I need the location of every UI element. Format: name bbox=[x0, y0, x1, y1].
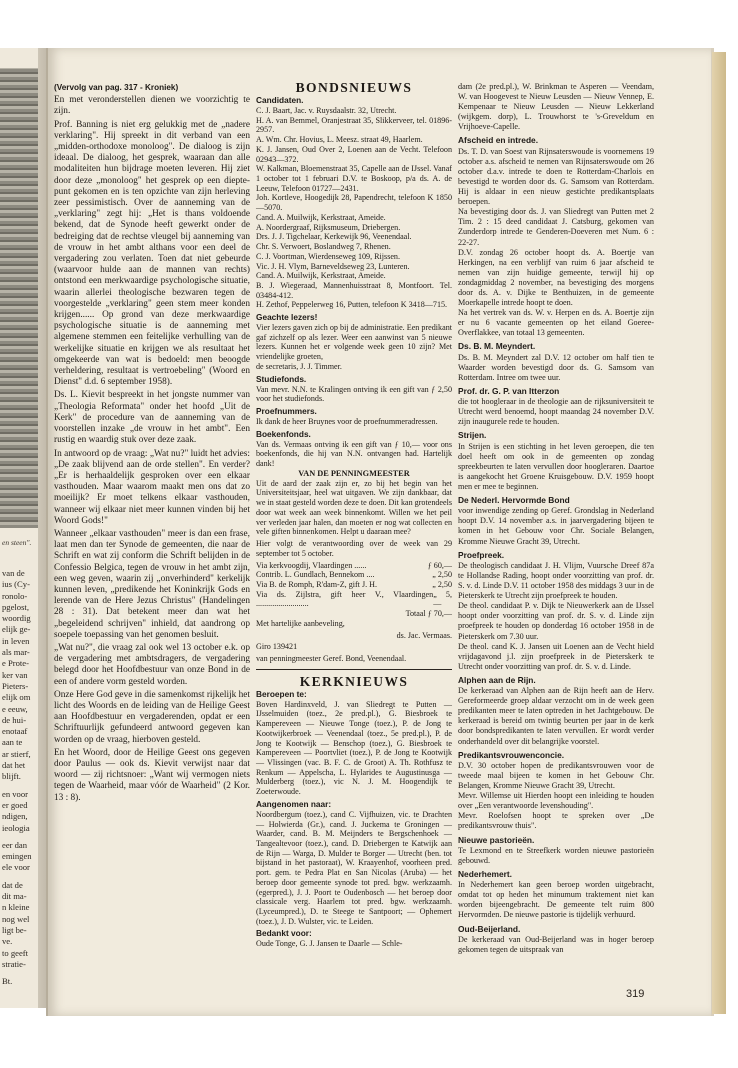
section-heading: Nieuwe pastorieën. bbox=[458, 834, 535, 845]
section-heading: De Nederl. Hervormde Bond bbox=[458, 495, 570, 506]
kerknieuws-column-continued bbox=[458, 82, 654, 955]
left-page-line: er goed bbox=[2, 799, 28, 810]
donation-label: Via ds. Zijlstra, gift heer V., Vlaardingen .......................... bbox=[256, 589, 434, 609]
section-line: Boven Hardinxveld, J. van Sliedregt te Putten — IJsselmuiden (toez., 2e pred.pl.), G. Biesbroek te Kampereveen — Nieuwe Tonge (toez.), P. de Jong te Kootwijkerbroek — Veenendaal (toez., 5e pred.pl.), P. de Jong te Kootwijk — Benschop (toez.), G. Biesbroek te Kampereveen — Poortvliet (toez.), P. de Jong te Kootwijk — Vlissingen (vac. B. F. C. de Groot) A. Th. Rothfusz te Renkum — Appelscha, L. Hylarides te Augustinusga — Mulderberg (toez.), vic N. J. M. Hoogendijk te Zoeterwoude. bbox=[256, 699, 452, 797]
section-line: Ik dank de heer Bruynes voor de proefnummeradressen. bbox=[256, 416, 438, 426]
article-paragraph: Prof. Banning is niet erg gelukkig met de „nadere verklaring". Hij spreekt in dit verband van een „midden-orthodoxe monoloog". De dialoog is zijn ideaal. De dialoog, het gesprek, waaraan dan alle modaliteiten hun bijdrage moeten leveren. Hij ziet door deze „monoloog" het gesprek op een dieptepunt gekomen en is ten opzichte van zijn herleving zeer pessimistisch. Over de aanneming van de „verklaring" zegt hij: „Het is thans voldoende bekend, dat de Synode heeft gewerkt onder de bedreiging dat de rechtse vleugel bij aanneming van de vrouw in het ambt althans voor een deel de vergadering zou verlaten. Toen dat niet gebeurde (waarvoor hulde aan de mannen van rechts) ontstond een merkwaardige psychologische situatie, waarin allerlei theologische bezwaren tegen de voorgestelde „verklaring" geen stem meer konden krijgen...... Op grond van deze merkwaardige psychologische situatie is de aanneming met algemene stemmen een feitelijke verhulling van de werkelijke situatie en krijgen we als resultaat het omgekeerde van wat is bedoeld: men beoogde verheldering, resultaat is vertroebeling" (Woord en Dienst" d.d. 6 september 1958). bbox=[54, 119, 250, 388]
left-page-text bbox=[2, 568, 38, 987]
section-line: De theologisch candidaat J. H. Vlijm, Vuursche Dreef 87a te Hollandse Rading, hoopt onder voorzitting van prof. dr. S. v. d. Linde D.V. 11 october 1958 des middags 3 uur in de Pieterskerk te Utrecht zijn proefpreek te houden. bbox=[458, 560, 654, 601]
left-page-line: ligt be- bbox=[2, 924, 27, 935]
giro-holder: van penningmeester Geref. Bond, Veenendaal. bbox=[256, 653, 407, 663]
article-paragraph: In antwoord op de vraag: „Wat nu?" luidt het advies: „De zaak blijvend aan de orde stellen". En verder? „Er is herhaaldelijk gesproken over een elkaar vasthouden. Maar waarom maakt men ons dat zo moeilijk? Er moet telkens elkaar vasthouden, wanneer wij elkaar niet meer kunnen vinden bij het Woord Gods!" bbox=[54, 448, 250, 526]
section-line: dam (2e pred.pl.), W. Brinkman te Asperen — Veendam, W. van Hoogevest te Nieuw Leusden — Nieuw Vennep, E. Kempenaar te Nieuw Leusden — Nieuw Lekkerland (wijkgem. dorp), L. Trouwhorst te 's-Greveldum en Vrijhoeve-Capelle. bbox=[458, 82, 654, 132]
left-page-line: pgelost, bbox=[2, 601, 29, 612]
left-page-line: en voor bbox=[2, 788, 29, 799]
left-page-line: ronolo- bbox=[2, 590, 28, 601]
article-paragraph: „Wat nu?", die vraag zal ook wel 13 october e.k. op de vergadering met ambtsdragers, de vergadering belegd door het Hoofdbestuur van onze Bond in de een of andere vorm gesteld worden. bbox=[54, 642, 250, 687]
section-line: H. Zethof, Peppelerweg 16, Putten, telefoon K 3418—715. bbox=[256, 300, 448, 310]
section-line: Chr. S. Verwoert, Boslandweg 7, Rhenen. bbox=[256, 242, 391, 252]
section-heading: Proefnummers. bbox=[256, 406, 317, 417]
penningmeester-heading: VAN DE PENNINGMEESTER bbox=[298, 468, 410, 478]
left-page-line: Bt. bbox=[2, 976, 13, 987]
section-heading: Bedankt voor: bbox=[256, 928, 312, 939]
left-page-line: ieologia bbox=[2, 822, 30, 833]
article-paragraph: En met veronderstellen dienen we voorzichtig te zijn. bbox=[54, 95, 250, 117]
section-heading: Alphen aan de Rijn. bbox=[458, 674, 536, 685]
donation-amount: „ 5,— bbox=[433, 589, 452, 609]
section-heading: Predikantsvrouwenconcie. bbox=[458, 749, 565, 760]
left-page-line: eer dan bbox=[2, 839, 28, 850]
left-page-line: van de bbox=[2, 568, 25, 578]
giro-number: Giro 139421 bbox=[256, 642, 298, 652]
left-page-strip bbox=[0, 48, 38, 1008]
section-heading: Geachte lezers! bbox=[256, 312, 318, 323]
left-page-line: aan te bbox=[2, 737, 23, 748]
article-paragraph: Ds. L. Kievit bespreekt in het jongste nummer van „Theologia Reformata" onder het hoofd „Uit de Kerk" de procedure van de aanneming van de voorstellen inzake „de vrouw in het ambt". Een rustig en waardig stuk over deze zaak. bbox=[54, 390, 250, 446]
left-page-line: ele voor bbox=[2, 862, 30, 873]
section-line: D.V. 30 october hopen de predikantsvrouwen voor de tweede maal bijeen te komen in het Gebouw Chr. Belangen, Kromme Nieuwe Gracht 39, Utrecht. bbox=[458, 760, 654, 791]
penningmeester-text: Uit de aard der zaak zijn er, zo bij het begin van het Universiteitsjaar, heel wat uitgaven. We zijn dankbaar, dat we in staat gesteld worden deze te doen. Dit kan grotendeels door wat week aan week binnenkomt. Willen we het peil ver verleden jaar halen, dan moeten er nog wat collecten en vele giften binnenkomen. Helpt u daaraan mee? bbox=[256, 478, 452, 537]
bondsnieuws-column bbox=[256, 82, 452, 949]
section-line: De theol. candidaat P. v. Dijk te Nieuwerkerk aan de IJssel hoopt onder voorzitting van prof. dr. S. v. d. Linde zijn proefpreek te houden op donderdag 16 october 1958 in de Pieterskerk om 7.30 uur. bbox=[458, 601, 654, 641]
left-page-line: ve. bbox=[2, 936, 13, 947]
left-page-line: woordig bbox=[2, 613, 31, 624]
section-line: Joh. Kortleve, Hoogedijk 28, Papendrecht, telefoon K 1850—5070. bbox=[256, 193, 452, 213]
left-page-photo bbox=[0, 68, 38, 528]
section-line: Ds. B. M. Meyndert zal D.V. 12 october om half tien te Waarder worden bevestigd door ds. G. Samsom van Rotterdam. Intree om twee uur. bbox=[458, 352, 654, 382]
section-line: Na bevestiging door ds. J. van Sliedregt van Putten met 2 Tim. 2 : 15 deed candidaat J. Catsburg, gekomen van Zunderdorp intrede te Genderen-Doeveren met Num. 6 : 22-27. bbox=[458, 207, 654, 247]
section-line: Cand. A. Muilwijk, Kerkstraat, Ameide. bbox=[256, 271, 386, 281]
donation-row bbox=[256, 561, 452, 571]
left-page-line: blijft. bbox=[2, 771, 21, 782]
section-line: C. J. Voortman, Wierdenseweg 109, Rijssen. bbox=[256, 251, 401, 261]
left-page-line: e Prote- bbox=[2, 658, 29, 669]
section-line: Te Lexmond en te Streefkerk worden nieuwe pastorieën gebouwd. bbox=[458, 845, 654, 865]
section-rule bbox=[256, 669, 452, 670]
left-page-line: ker van bbox=[2, 669, 28, 680]
section-line: K. J. Jansen, Oud Over 2, Loenen aan de Vecht. Telefoon 02943—372. bbox=[256, 144, 452, 164]
donation-row bbox=[256, 590, 452, 609]
section-line: Mevr. Willemse uit Hierden hoopt een inleiding te houden over „Een verantwoorde levenshouding". bbox=[458, 791, 654, 811]
section-line: In Strijen is een stichting in het leven geroepen, die ten doel heeft om ook in de gemeenten op zondag spreekbeurten te laten vervullen door hoogleraren. Daartoe is aangekocht het Groene Kruisgebouw. D.V. 1959 hoopt men er mee te beginnen. bbox=[458, 441, 654, 491]
section-line: de secretaris, J. J. Timmer. bbox=[256, 361, 342, 371]
left-page-line: emingen bbox=[2, 851, 32, 862]
donation-amount: ƒ 60,— bbox=[427, 560, 452, 570]
left-page-line: enotaaf bbox=[2, 726, 28, 737]
left-page-line: dat het bbox=[2, 760, 26, 771]
section-heading: Proefpreek. bbox=[458, 549, 505, 560]
section-line: Mevr. Roelofsen hoopt te spreken over „De predikantsvrouw thuis". bbox=[458, 811, 654, 831]
section-line: In Nederhemert kan geen beroep worden uitgebracht, omdat tot op heden het minumum traktement niet kan worden bijeengebracht. De gemeente telt ruim 800 Hervormden. De nieuwe pastorie is tijdelijk verhuurd. bbox=[458, 880, 654, 920]
donation-amount: „ 2,50 bbox=[432, 579, 452, 589]
section-heading: Prof. dr. G. P. van Itterzon bbox=[458, 385, 560, 396]
left-page-line: stratie- bbox=[2, 958, 26, 969]
section-line: C. J. Baart, Jac. v. Ruysdaalstr. 32, Utrecht. bbox=[256, 106, 397, 115]
section-line: Cand. A. Muilwijk, Kerkstraat, Ameide. bbox=[256, 212, 386, 222]
section-line: Oude Tonge, G. J. Jansen te Daarle — Schle- bbox=[256, 939, 403, 949]
section-line: A. Noordergraaf, Rijksmuseum, Driebergen. bbox=[256, 222, 401, 232]
page-edge bbox=[712, 52, 726, 1014]
section-heading: Beroepen te: bbox=[256, 688, 307, 699]
section-heading: Boekenfonds. bbox=[256, 428, 311, 439]
section-line: Van ds. Vermaas ontving ik een gift van ƒ 10,— voor ons boekenfonds, die hij van N.N. ontvangen had. Hartelijk dank! bbox=[256, 439, 452, 469]
section-heading: Candidaten. bbox=[256, 95, 304, 106]
left-page-line: n kleine bbox=[2, 902, 30, 913]
section-line: Vic. J. H. Vlym, Barneveldseweg 23, Lunteren. bbox=[256, 261, 410, 271]
left-page-line: in leven bbox=[2, 635, 30, 646]
section-line: Ds. T. D. van Soest van Rijnsaterswoude is voornemens 19 october a.s. afscheid te nemen van Rijnsaterswoude om 26 october d.a.v. intrede te doen te Rotterdam-Charlois en bevestigd te worden door ds. G. Samsom van Rotterdam. Hij is aldaar in een nieuw gestichte predikantsplaats beroepen. bbox=[458, 146, 654, 207]
left-page-line: ndigen, bbox=[2, 811, 28, 822]
section-heading: Aangenomen naar: bbox=[256, 798, 332, 809]
section-line: Van mevr. N.N. te Kralingen ontving ik een gift van ƒ 2,50 voor het studiefonds. bbox=[256, 384, 452, 404]
section-heading: Studiefonds. bbox=[256, 373, 307, 384]
continuation-note: (Vervolg van pag. 317 - Kroniek) bbox=[54, 83, 179, 92]
donation-label: Contrib. L. Gundlach, Bennekom .... bbox=[256, 570, 375, 580]
article-paragraph: Wanneer „elkaar vasthouden" meer is dan een frase, laat men dan ter Synode de gemeenten, die naar de Schrift en wat zij conform die Schrift belijden in de Confessio Belgica, tegen de vrouw in het ambt zijn, een weg geven, waarin zij „onverhinderd" kerkelijk kunnen leven, „predikende het Koninkrijk Gods en lerende van de Here Jezus Christus" (Handelingen 28 : 31). Dat betekent meer dan wat het „begeleidend schrijven" inhield, dat aandrong op soepele toepassing van het genomen besluit. bbox=[54, 528, 250, 640]
section-heading: Oud-Beijerland. bbox=[458, 923, 521, 934]
section-line: Na het vertrek van ds. W. v. Herpen en ds. A. Boertje zijn er nu 6 vacante gemeenten op het eiland Goeree-Overflakkee, van totaal 13 gemeenten. bbox=[458, 308, 654, 338]
left-page-caption: en steen". bbox=[2, 538, 32, 547]
section-heading: Ds. B. M. Meyndert. bbox=[458, 341, 536, 352]
donation-row bbox=[256, 580, 452, 590]
left-page-line: de hui- bbox=[2, 714, 27, 725]
left-page-line: elijk ge- bbox=[2, 624, 31, 635]
penningmeester-signature: ds. Jac. Vermaas. bbox=[396, 630, 452, 640]
donation-amount: „ 2,50 bbox=[432, 570, 452, 580]
left-page-line: Pieters- bbox=[2, 680, 29, 691]
page-number: 319 bbox=[626, 988, 645, 1000]
penningmeester-text-2: Hier volgt de verantwoording over de week van 29 september tot 5 october. bbox=[256, 539, 452, 558]
section-heading: Strijen. bbox=[458, 430, 487, 441]
left-page-line: nog wel bbox=[2, 913, 30, 924]
article-paragraph: Onze Here God geve in die samenkomst rijkelijk het licht des Woords en de leiding van de Heilige Geest aan Hoofdbestuur en vergaderenden, opdat er een Schriftuurlijk gefundeerd antwoord gegeven kan worden op de vraag, hierboven gesteld. bbox=[54, 689, 250, 745]
section-line: De kerkeraad van Alphen aan de Rijn heeft aan de Herv. Gereformeerde groep aldaar verzocht om in de week geen predikanten meer te laten optreden in het Jachtgebouw. De kerkeraad is bereid om twintig beurten per jaar in de kerk door bondspredikanten te laten vervullen. Er wordt verder onderhandeld over dit belangrijke voorstel. bbox=[458, 686, 654, 746]
donation-row bbox=[256, 570, 452, 580]
left-page-line: dat de bbox=[2, 879, 23, 890]
kerknieuws-heading: KERKNIEUWS bbox=[299, 673, 409, 689]
left-page-line: to geeft bbox=[2, 947, 29, 958]
section-line: De theol. cand K. J. Jansen uit Loenen aan de Vecht hield vrijdagavond j.l. zijn proefpreek in de Pieterskerk te Utrecht onder voorzitting van prof. dr. S. v. d. Linde. bbox=[458, 641, 654, 671]
section-heading: Afscheid en intrede. bbox=[458, 135, 539, 146]
section-line: die tot hoogleraar in de theologie aan de rijksuniversiteit te Utrecht werd benoemd, hoopt maandag 24 november D.V. zijn inaugurele rede te houden. bbox=[458, 397, 654, 427]
section-line: A. Wm. Chr. Hovius, L. Meesz. straat 49, Haarlem. bbox=[256, 135, 423, 145]
left-page-line: ius (Cy- bbox=[2, 579, 30, 590]
section-line: Noordbergum (toez.), cand C. Vijfhuizen, vic. te Drachten — Holwierda (Gr.), cand. J. Juckema te Groningen — Waarder, cand. B. M. Meijnders te Bergschenhoek — Tangealtevoor (toez.), cand. D. Driebergen te Katwijk aan de Rijn — Warga, D. Mulder te Borger — Utrecht (ben. tot bijstand in het pastoraat), W. Kraayenhof, voorheen pred. port. gem. te Pedra Plat en San Nicolas (Aruba) — het beroep door gemeente synode tot pred. bgw. werkzaamh. (egerpred.), J. J. Poort te Oudenbosch — het beroep door classicale verg. Haarlem tot pred. bgw. werkzaamh. (Lyceumpred.), D. te Steege te Santpoort; — Ophemert (toez.), J. D. Wulster, vic. te Leiden. bbox=[256, 809, 452, 926]
penningmeester-closing: Met hartelijke aanbeveling, bbox=[256, 618, 345, 628]
section-line: Vier lezers gaven zich op bij de administratie. Een predikant gaf zichzelf op als lezer. Weer een aanwinst van 5 nieuwe lezers. Kunnen het er volgende week geen 10 zijn? Met vriendelijke groeten, bbox=[256, 323, 452, 362]
section-line: H. A. van Bemmel, Oranjestraat 35, Slikkerveer, tel. 01896-2957. bbox=[256, 115, 452, 135]
donation-label: Via kerkvoogdij, Vlaardingen ...... bbox=[256, 560, 367, 570]
left-page-line: e eeuw, bbox=[2, 703, 28, 714]
bondsnieuws-heading: BONDSNIEUWS bbox=[295, 80, 413, 95]
donation-label: Via B. de Romph, R'dam-Z, gift J. H. bbox=[256, 579, 378, 589]
section-line: D.V. zondag 26 october hoopt ds. A. Boertje van Herkingen, na een verblijf van ruim 6 jaar afscheid te nemen van zijn huidige gemeente, terwijl hij op zondagmiddag 2 november, na bevestiging des morgens door ds. A. v. Dijke te Benthuizen, in de gemeente Moerkapelle intrede hoopt te doen. bbox=[458, 247, 654, 308]
donation-total: Totaal ƒ 70,— bbox=[405, 609, 452, 619]
article-paragraph: En het Woord, door de Heilige Geest ons gegeven door Paulus — ook ds. Kievit verwijst naar dat woord — zij richtsnoer: „Want wij vermogen niets tegen de Waarheid, maar vóór de Waarheid" (2 Kor. 13 : 8). bbox=[54, 747, 250, 803]
section-line: voor inwendige zending op Geref. Grondslag in Nederland hoopt D.V. 14 november a.s. in jaarvergadering bijeen te komen in het Gebouw voor Chr. Sociale Belangen, Kromme Nieuwe Gracht 39, Utrecht. bbox=[458, 506, 654, 546]
left-page-line: ar stierf, bbox=[2, 748, 31, 759]
left-page-line: elijk om bbox=[2, 692, 31, 703]
section-heading: Nederhemert. bbox=[458, 868, 512, 879]
section-line: B. J. Wiegeraad, Mannenhuisstraat 8, Montfoort. Tel. 03484-412. bbox=[256, 280, 452, 300]
left-page-line: als mar- bbox=[2, 647, 30, 658]
section-line: Drs. J. J. Tigchelaar, Kerkewijk 96, Veenendaal. bbox=[256, 232, 412, 242]
left-page-line: dit ma- bbox=[2, 891, 27, 902]
kroniek-column bbox=[54, 82, 250, 806]
section-line: De kerkeraad van Oud-Beijerland was in hoger beroep gekomen tegen de uitspraak van bbox=[458, 934, 654, 954]
section-line: W. Kalkman, Bloemenstraat 35, Capelle aan de IJssel. Vanaf 1 october tot 1 februari D.V. te Boskoop, p/a ds. A. de Leeuw, Telefoon 01727—2431. bbox=[256, 164, 452, 193]
